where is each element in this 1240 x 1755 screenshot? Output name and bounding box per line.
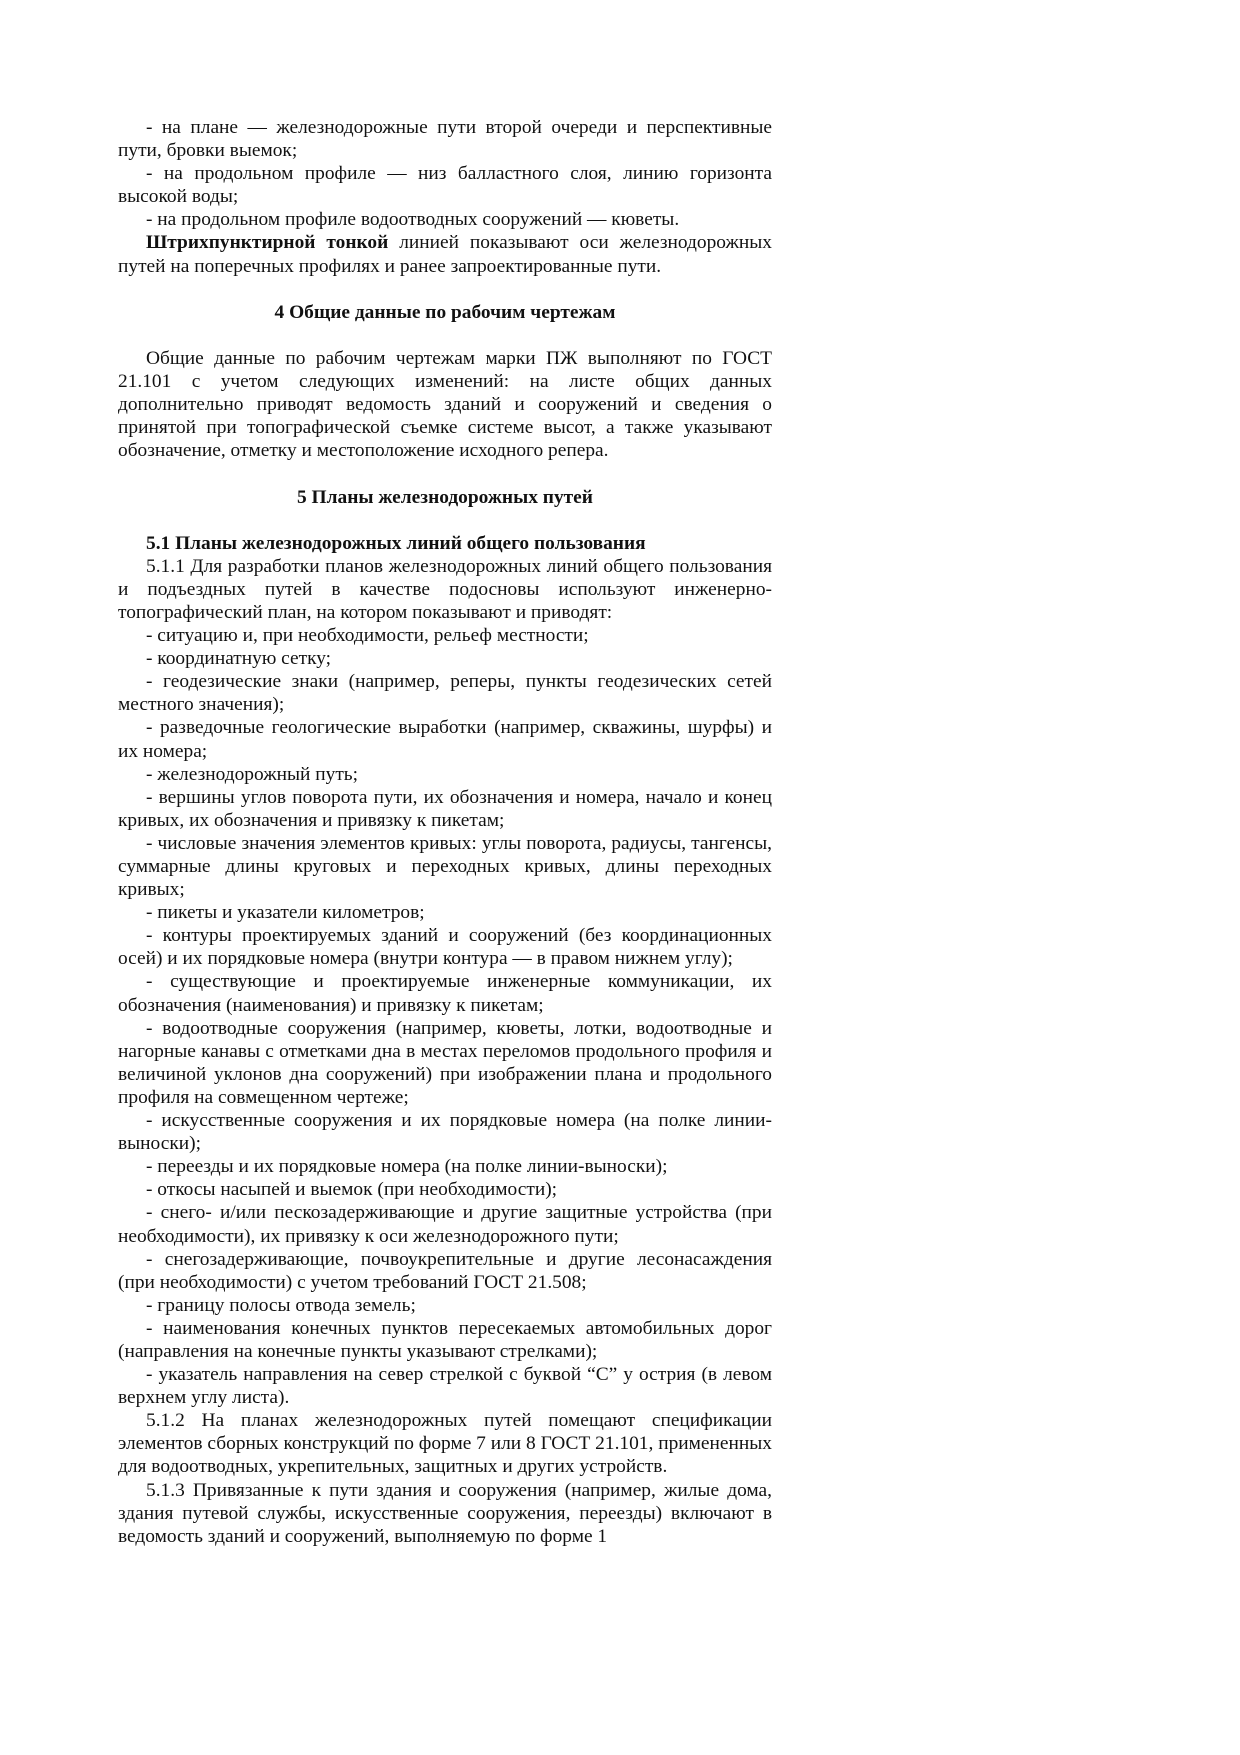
- document-page: [118, 116, 772, 1548]
- list-item: - пикеты и указатели километров;: [146, 902, 425, 924]
- list-item: - разведочные геологические выработки (например, скважины, шурфы) и их номера;: [118, 717, 772, 762]
- intro-line-plan: - на плане — железнодорожные пути второй очереди и перспективные пути, бровки выемок;: [118, 117, 772, 162]
- list-item: - контуры проектируемых зданий и сооружений (без координационных осей) и их порядковые номера (внутри контура — в правом нижнем углу);: [118, 925, 772, 970]
- list-item: - указатель направления на север стрелкой с буквой “С” у острия (в левом верхнем углу листа).: [118, 1364, 772, 1409]
- subsection-5-1-title: 5.1 Планы железнодорожных линий общего пользования: [146, 532, 646, 554]
- list-item: - снего- и/или пескозадерживающие и другие защитные устройства (при необходимости), их привязку к оси железнодорожного пути;: [118, 1202, 772, 1247]
- list-item: - переезды и их порядковые номера (на полке линии-выноски);: [146, 1156, 668, 1178]
- intro-line-profile: - на продольном профиле — низ балластного слоя, линию горизонта высокой воды;: [118, 163, 772, 208]
- list-item: - ситуацию и, при необходимости, рельеф местности;: [146, 625, 589, 647]
- list-item: - координатную сетку;: [146, 648, 332, 670]
- requirements-list: [118, 624, 772, 1409]
- list-item: - искусственные сооружения и их порядковые номера (на полке линии-выноски);: [118, 1110, 772, 1155]
- section-5-title: 5 Планы железнодорожных путей: [297, 486, 593, 508]
- paragraph-5-1-1: 5.1.1 Для разработки планов железнодорожных линий общего пользования и подъездных путей в качестве подосновы используют инженерно-топографический план, на котором показывают и приводят:: [118, 555, 772, 623]
- list-item: - водоотводные сооружения (например, кюветы, лотки, водоотводные и нагорные канавы с отметками дна в местах переломов продольного профиля и величиной уклонов дна сооружений) при изображении плана и продольного профиля на совмещенном чертеже;: [118, 1017, 772, 1108]
- dashdot-rest: линией показывают оси железнодорожных путей на поперечных профилях и ранее запроектированные пути.: [118, 232, 773, 277]
- list-item: - железнодорожный путь;: [146, 763, 359, 785]
- list-item: - геодезические знаки (например, реперы, пункты геодезических сетей местного значения);: [118, 671, 772, 716]
- list-item: - числовые значения элементов кривых: углы поворота, радиусы, тангенсы, суммарные длины круговых и переходных кривых, длины переходных кривых;: [118, 832, 772, 901]
- dashdot-paragraph: [118, 231, 772, 277]
- list-item: - существующие и проектируемые инженерные коммуникации, их обозначения (наименования) и привязку к пикетам;: [118, 971, 772, 1016]
- paragraph-5-1-3: 5.1.3 Привязанные к пути здания и сооружения (например, жилые дома, здания путевой службы, искусственные сооружения, переезды) включают в ведомость зданий и сооружений, выполняемую по форме 1: [118, 1479, 772, 1547]
- dashdot-bold-1: Штрихпунктирной: [146, 232, 316, 254]
- list-item: - снегозадерживающие, почвоукрепительные и другие лесонасаждения (при необходимости) с учетом требований ГОСТ 21.508;: [118, 1248, 772, 1293]
- dashdot-bold-2: тонкой: [326, 232, 389, 254]
- paragraph-5-1-2: 5.1.2 На планах железнодорожных путей помещают спецификации элементов сборных конструкций по форме 7 или 8 ГОСТ 21.101, примененных для водоотводных, укрепительных, защитных и других устройств.: [118, 1410, 772, 1478]
- list-item: - откосы насыпей и выемок (при необходимости);: [146, 1179, 558, 1201]
- section-4-title: 4 Общие данные по рабочим чертежам: [274, 301, 616, 323]
- list-item: - наименования конечных пунктов пересекаемых автомобильных дорог (направления на конечные пункты указывают стрелками);: [118, 1317, 772, 1362]
- list-item: - границу полосы отвода земель;: [146, 1294, 416, 1316]
- section-4-text: Общие данные по рабочим чертежам марки ПЖ выполняют по ГОСТ 21.101 с учетом следующих изменений: на листе общих данных дополнительно приводят ведомость зданий и сооружений и сведения о принятой при топографической съемке системе высот, а также указывают обозначение, отметку и местоположение исходного репера.: [118, 347, 772, 462]
- list-item: - вершины углов поворота пути, их обозначения и номера, начало и конец кривых, их обозначения и привязку к пикетам;: [118, 786, 772, 831]
- intro-line-drainage: - на продольном профиле водоотводных сооружений — кюветы.: [146, 209, 680, 231]
